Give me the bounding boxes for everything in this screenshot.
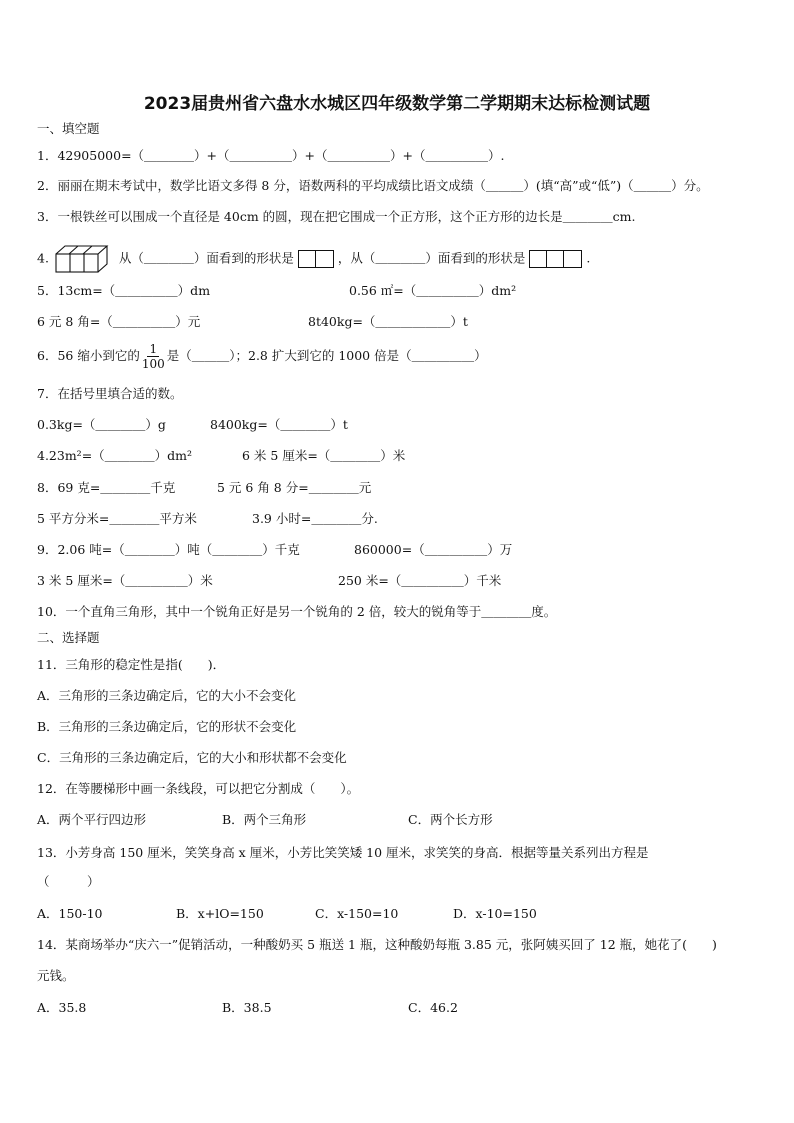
question-1: 1．42905000=（＿＿＿＿）+（＿＿＿＿＿）+（＿＿＿＿＿）+（＿＿＿＿＿）. [37,148,505,163]
question-7-c: 4.23m²=（＿＿＿＿）dm² [37,448,193,463]
question-8-c: 5 平方分米=＿＿＿＿平方米 [37,511,197,526]
question-2: 2．丽丽在期末考试中，数学比语文多得 8 分，语数两科的平均成绩比语文成绩（＿＿＿）(填“高”或“低”)（＿＿＿）分。 [37,178,709,193]
question-11-option-c: C．三角形的三条边确定后，它的大小和形状都不会变化 [37,750,347,765]
question-14: 14．某商场举办“庆六一”促销活动，一种酸奶买 5 瓶送 1 瓶，这种酸奶每瓶 3.85 元，张阿姨买回了 12 瓶，她花了( ) [37,937,717,952]
question-13-option-d: D．x-10=150 [453,906,537,921]
question-9-a: 9．2.06 吨=（＿＿＿＿）吨（＿＿＿＿）千克 [37,542,300,557]
question-14-option-c: C．46.2 [408,1000,458,1015]
view-shape-two-squares [298,250,334,268]
section-heading-fill-blank: 一、填空题 [37,121,100,136]
question-12-option-a: A．两个平行四边形 [37,812,147,827]
view-shape-three-squares [529,250,582,268]
question-7-b: 8400kg=（＿＿＿＿）t [210,417,348,432]
question-4 [37,244,590,274]
question-11: 11．三角形的稳定性是指( )． [37,657,226,672]
question-12-option-b: B．两个三角形 [222,812,307,827]
question-14-option-a: A．35.8 [37,1000,87,1015]
question-8-b: 5 元 6 角 8 分=＿＿＿＿元 [217,480,372,495]
question-11-option-a: A．三角形的三条边确定后，它的大小不会变化 [37,688,297,703]
question-5-d: 8t40kg=（＿＿＿＿＿＿）t [308,314,468,329]
question-9-c: 3 米 5 厘米=（＿＿＿＿＿）米 [37,573,213,588]
fraction-one-hundredth [142,342,165,371]
section-heading-multiple-choice: 二、选择题 [37,630,100,645]
question-13-option-c: C．x-150=10 [315,906,399,921]
question-5-b: 0.56 ㎡=（＿＿＿＿＿）dm² [349,283,517,298]
question-14-continued: 元钱。 [37,968,75,983]
question-13: 13．小芳身高 150 厘米，笑笑身高 x 厘米，小芳比笑笑矮 10 厘米，求笑笑的身高．根据等量关系列出方程是 [37,845,649,860]
question-6 [37,342,487,371]
question-7: 7．在括号里填合适的数。 [37,386,183,401]
question-4-view-2: ，从（＿＿＿＿）面看到的形状是 [337,250,526,266]
question-5-c: 6 元 8 角=（＿＿＿＿＿）元 [37,314,201,329]
question-8-d: 3.9 小时=＿＿＿＿分. [252,511,378,526]
page-title: 2023届贵州省六盘水水城区四年级数学第二学期期末达标检测试题 [143,94,651,114]
question-3: 3．一根铁丝可以围成一个直径是 40cm 的圆，现在把它围成一个正方形，这个正方形的边长是＿＿＿＿cm. [37,209,636,224]
question-4-number: 4. [37,250,49,266]
question-9-d: 250 米=（＿＿＿＿＿）千米 [338,573,502,588]
question-9-b: 860000=（＿＿＿＿＿）万 [354,542,513,557]
question-8-a: 8．69 克=＿＿＿＿千克 [37,480,176,495]
question-10: 10．一个直角三角形，其中一个锐角正好是另一个锐角的 2 倍，较大的锐角等于＿＿＿＿度。 [37,604,557,619]
question-6-part-1: 6．56 缩小到它的 [37,348,140,363]
question-12-option-c: C．两个长方形 [408,812,493,827]
question-13-option-a: A．150-10 [37,906,103,921]
question-11-option-b: B．三角形的三条边确定后，它的形状不会变化 [37,719,297,734]
question-12: 12．在等腰梯形中画一条线段，可以把它分割成（ ）。 [37,781,360,796]
question-14-option-b: B．38.5 [222,1000,272,1015]
fraction-denominator: 100 [141,357,165,371]
question-7-a: 0.3kg=（＿＿＿＿）g [37,417,166,432]
question-7-d: 6 米 5 厘米=（＿＿＿＿）米 [242,448,406,463]
question-6-part-2: 是（＿＿＿）；2.8 扩大到它的 1000 倍是（＿＿＿＿＿） [166,348,487,363]
fraction-numerator: 1 [149,342,158,356]
question-4-view-1: 从（＿＿＿＿）面看到的形状是 [118,250,294,266]
question-13-option-b: B．x+lO=150 [176,906,264,921]
question-13-blank: （ ） [37,874,100,889]
cube-stack-figure [55,244,113,274]
question-4-end: . [586,250,591,266]
question-5-a: 5．13cm=（＿＿＿＿＿）dm [37,283,211,298]
